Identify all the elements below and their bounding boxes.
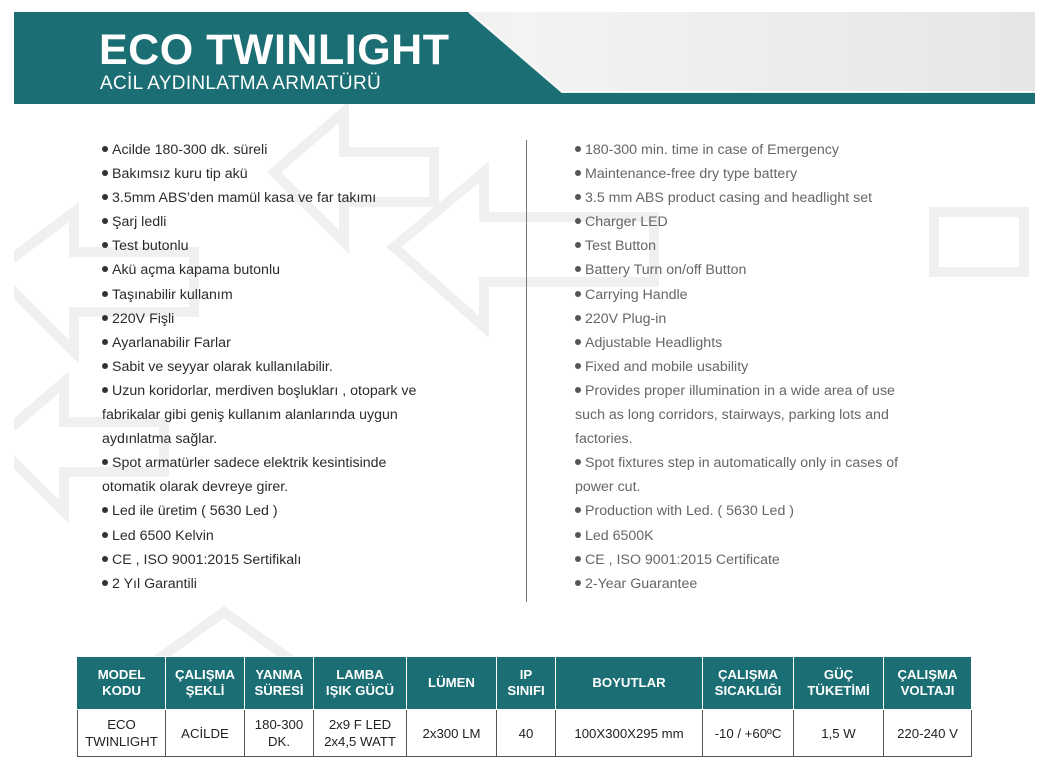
header-duration: YANMA SÜRESİ bbox=[245, 657, 314, 710]
header-operation-mode: ÇALIŞMA ŞEKLİ bbox=[166, 657, 245, 710]
bullet-icon bbox=[575, 194, 581, 200]
list-item: Şarj ledli bbox=[102, 210, 432, 234]
list-item: Spot fixtures step in automatically only in cases of power cut. bbox=[575, 455, 899, 496]
bullet-icon bbox=[102, 507, 108, 513]
bullet-icon bbox=[102, 459, 108, 465]
list-item: CE , ISO 9001:2015 Certificate bbox=[575, 548, 925, 572]
bullet-icon bbox=[575, 580, 581, 586]
header-lumen: LÜMEN bbox=[407, 657, 497, 710]
bullet-icon bbox=[575, 339, 581, 345]
bullet-icon bbox=[102, 532, 108, 538]
features-english-list bbox=[575, 138, 925, 596]
bullet-icon bbox=[575, 363, 581, 369]
cell-lamp-power: 2x9 F LED 2x4,5 WATT bbox=[314, 710, 407, 757]
bullet-icon bbox=[102, 580, 108, 586]
list-item: Fixed and mobile usability bbox=[575, 355, 925, 379]
bullet-icon bbox=[102, 266, 108, 272]
bullet-icon bbox=[575, 459, 581, 465]
list-item: Test butonlu bbox=[102, 234, 432, 258]
product-subtitle: ACİL AYDINLATMA ARMATÜRÜ bbox=[100, 73, 381, 94]
bullet-icon bbox=[575, 387, 581, 393]
bullet-icon bbox=[575, 507, 581, 513]
list-item: Test Button bbox=[575, 234, 925, 258]
bullet-icon bbox=[575, 242, 581, 248]
header-power-consumption: GÜÇ TÜKETİMİ bbox=[794, 657, 884, 710]
cell-duration: 180-300 DK. bbox=[245, 710, 314, 757]
list-item: Ayarlanabilir Farlar bbox=[102, 331, 432, 355]
cell-operation-mode: ACİLDE bbox=[166, 710, 245, 757]
cell-operating-temp: -10 / +60ºC bbox=[703, 710, 794, 757]
cell-power-consumption: 1,5 W bbox=[794, 710, 884, 757]
bullet-icon bbox=[102, 194, 108, 200]
bullet-icon bbox=[102, 387, 108, 393]
bullet-icon bbox=[102, 291, 108, 297]
list-item: Provides proper illumination in a wide area of use such as long corridors, stairways, parking lots and factories. bbox=[575, 382, 895, 448]
list-item: Bakımsız kuru tip akü bbox=[102, 162, 432, 186]
list-item: Spot armatürler sadece elektrik kesintisinde otomatik olarak devreye girer. bbox=[102, 455, 387, 496]
cell-dimensions: 100X300X295 mm bbox=[556, 710, 703, 757]
list-item: CE , ISO 9001:2015 Sertifikalı bbox=[102, 548, 432, 572]
features-turkish-list bbox=[102, 138, 432, 596]
list-item: 3.5 mm ABS product casing and headlight set bbox=[575, 186, 925, 210]
bullet-icon bbox=[575, 170, 581, 176]
list-item: Adjustable Headlights bbox=[575, 331, 925, 355]
bullet-icon bbox=[102, 146, 108, 152]
table-header-row bbox=[78, 657, 972, 710]
catalog-page bbox=[14, 12, 1035, 780]
bullet-icon bbox=[575, 532, 581, 538]
list-item: Led 6500 Kelvin bbox=[102, 524, 432, 548]
list-item: Akü açma kapama butonlu bbox=[102, 258, 432, 282]
bullet-icon bbox=[575, 315, 581, 321]
bullet-icon bbox=[102, 218, 108, 224]
list-item: Acilde 180-300 dk. süreli bbox=[102, 138, 432, 162]
bullet-icon bbox=[575, 291, 581, 297]
cell-ip-class: 40 bbox=[497, 710, 556, 757]
list-item: 220V Fişli bbox=[102, 307, 432, 331]
bullet-icon bbox=[102, 170, 108, 176]
list-item: 3.5mm ABS’den mamül kasa ve far takımı bbox=[102, 186, 432, 210]
header-voltage: ÇALIŞMA VOLTAJI bbox=[884, 657, 972, 710]
product-title: ECO TWINLIGHT bbox=[99, 26, 450, 74]
list-item: Led ile üretim ( 5630 Led ) bbox=[102, 499, 432, 523]
bullet-icon bbox=[102, 556, 108, 562]
list-item: 180-300 min. time in case of Emergency bbox=[575, 138, 925, 162]
list-item: Taşınabilir kullanım bbox=[102, 283, 432, 307]
list-item: Maintenance-free dry type battery bbox=[575, 162, 925, 186]
list-item: 2-Year Guarantee bbox=[575, 572, 925, 596]
list-item: 220V Plug-in bbox=[575, 307, 925, 331]
cell-voltage: 220-240 V bbox=[884, 710, 972, 757]
list-item: Carrying Handle bbox=[575, 283, 925, 307]
bullet-icon bbox=[575, 556, 581, 562]
header-dimensions: BOYUTLAR bbox=[556, 657, 703, 710]
bullet-icon bbox=[102, 315, 108, 321]
cell-model-code: ECO TWINLIGHT bbox=[78, 710, 166, 757]
list-item: Production with Led. ( 5630 Led ) bbox=[575, 499, 925, 523]
list-item: Uzun koridorlar, merdiven boşlukları , otopark ve fabrikalar gibi geniş kullanım alanlarında uygun aydınlatma sağlar. bbox=[102, 382, 417, 448]
header-lamp-power: LAMBA IŞIK GÜCÜ bbox=[314, 657, 407, 710]
list-item: Led 6500K bbox=[575, 524, 925, 548]
bullet-icon bbox=[102, 339, 108, 345]
column-divider bbox=[526, 140, 527, 602]
bullet-icon bbox=[575, 146, 581, 152]
cell-lumen: 2x300 LM bbox=[407, 710, 497, 757]
bullet-icon bbox=[102, 363, 108, 369]
list-item: Battery Turn on/off Button bbox=[575, 258, 925, 282]
spec-table bbox=[77, 656, 972, 757]
header-model-code: MODEL KODU bbox=[78, 657, 166, 710]
bullet-icon bbox=[102, 242, 108, 248]
bullet-icon bbox=[575, 218, 581, 224]
list-item: 2 Yıl Garantili bbox=[102, 572, 432, 596]
header-operating-temp: ÇALIŞMA SICAKLIĞI bbox=[703, 657, 794, 710]
list-item: Sabit ve seyyar olarak kullanılabilir. bbox=[102, 355, 432, 379]
header-ip-class: IP SINIFI bbox=[497, 657, 556, 710]
list-item: Charger LED bbox=[575, 210, 925, 234]
table-row bbox=[78, 710, 972, 757]
bullet-icon bbox=[575, 266, 581, 272]
